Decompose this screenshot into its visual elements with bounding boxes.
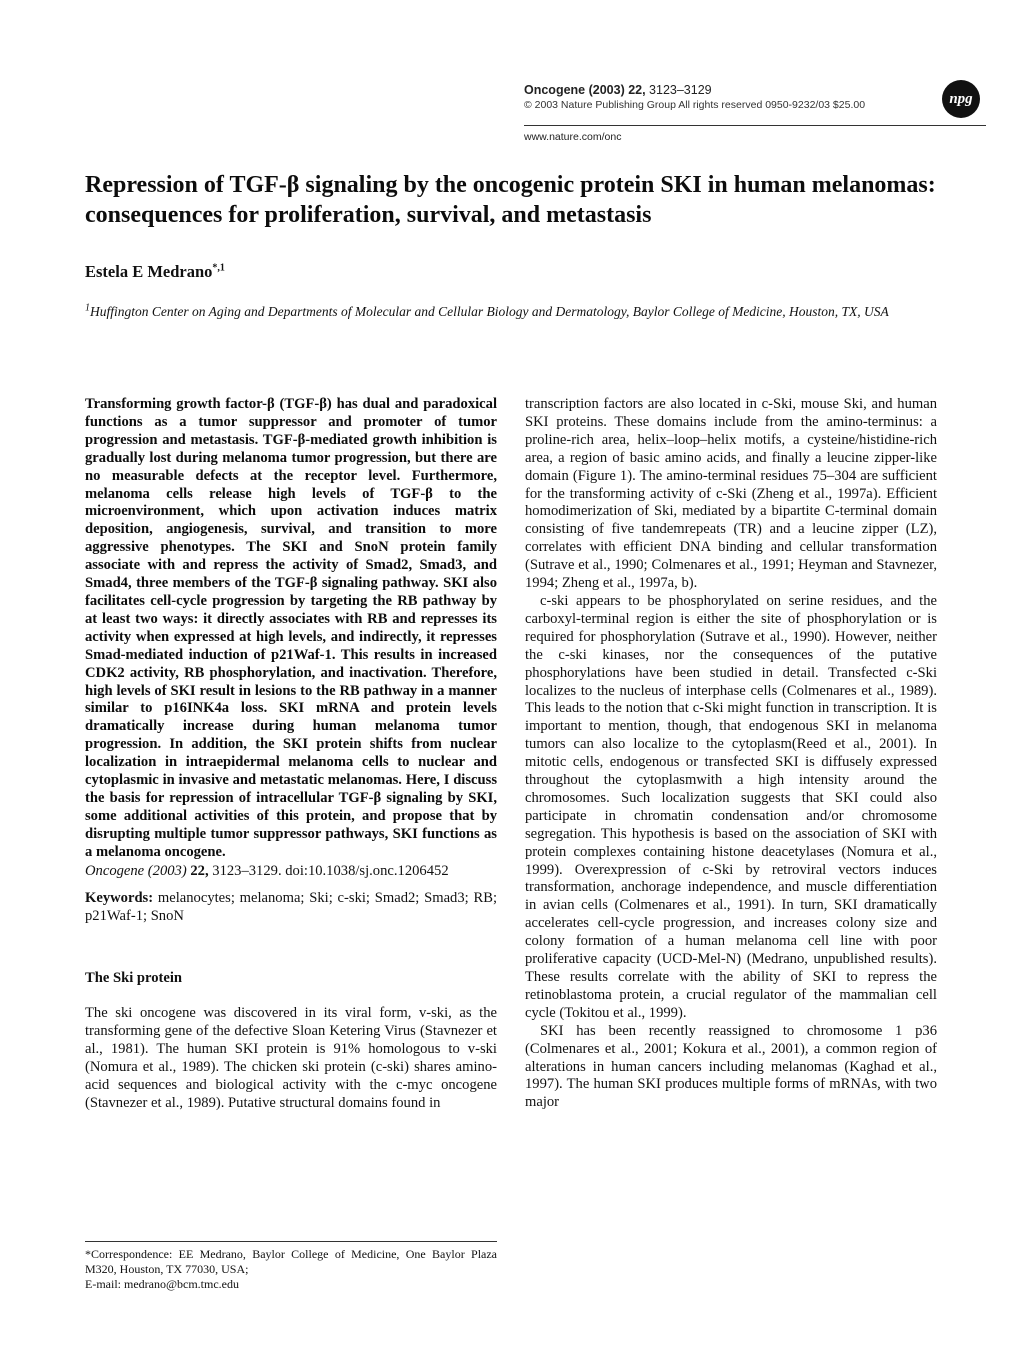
- right-paragraph-1: transcription factors are also located in c-Ski, mouse Ski, and human SKI proteins. These domains include from the amino-terminus: a proline-rich area, helix–loop–helix motifs, a cysteine/histidine-rich area, a region of basic amino acids, and finally a leucine zipper-like domain (Figure 1). The amino-terminal residues 75–304 are sufficient for the transforming activity of c-Ski (Zheng et al., 1997a). Efficient homodimerization of Ski, mediated by a bipartite C-terminal domain consisting of five tandemrepeats (TR) and a leucine zipper (LZ), correlates with efficient DNA binding and cellular transformation (Sutrave et al., 1990; Colmenares et al., 1991; Heyman and Stavnezer, 1994; Zheng et al., 1997a, b).: [525, 396, 937, 592]
- abstract-citation: [85, 863, 497, 881]
- author-affiliation: [85, 303, 935, 320]
- right-paragraph-3: SKI has been recently reassigned to chromosome 1 p36 (Colmenares et al., 2001; Kokura et al., 2001), a common region of alterations in human cancers including melanomas (Kaghad et al., 1997). The human SKI produces multiple forms of mRNAs, with two major: [525, 1022, 937, 1111]
- right-paragraph-2: c-ski appears to be phosphorylated on serine residues, and the carboxyl-terminal region is either the site of phosphorylation or is required for phosphorylation (Sutrave et al., 1990). However, neither the c-ski kinases, nor the consequences of the putative phosphorylations have been studied in detail. Transfected c-Ski localizes to the nucleus of interphase cells (Colmenares et al., 1989). This leads to the notion that c-Ski might function in transcription. It is important to mention, though, that endogenous SKI in melanoma tumors can also localize to the cytoplasm(Reed et al., 2001). In mitotic cells, endogenous or transfected SKI is diffusely expressed throughout the cytoplasmwith a high intensity around the chromosomes. Such localization suggests that SKI could also participate in chromatin condensation and/or chromosome segregation. This hypothesis is based on the association of SKI with protein complexes containing histone deacetylases (Nomura et al., 1999). Overexpression of c-Ski by retroviral vectors induces transformation, anchorage independence, and muscle differentiation in avian cells (Colmenares et al., 1991). In turn, SKI dramatically accelerates cell-cycle progression, and increases colony size and colony formation of a human melanoma cell line with poor proliferative capacity (UCD-Mel-N) (Medrano, unpublished results). These results correlate with the ability of SKI to repress the retinoblastoma protein, a crucial regulator of the mammalian cell cycle (Tokitou et al., 1999).: [525, 592, 937, 1021]
- abstract-text: Transforming growth factor-β (TGF-β) has dual and paradoxical functions as a tumor suppressor and promoter of tumor progression and metastasis. TGF-β-mediated growth inhibition is gradually lost during melanoma tumor progression, but there are no measurable defects at the receptor level. Furthermore, melanoma cells release high levels of TGF-β to the microenvironment, which upon activation induces matrix deposition, angiogenesis, survival, and transition to more aggressive phenotypes. The SKI and SnoN protein family associate with and repress the activity of Smad2, Smad3, and Smad4, three members of the TGF-β signaling pathway. SKI also facilitates cell-cycle progression by targeting the RB pathway by at least two ways: it directly associates with RB and represses its activity when expressed at high levels, and indirectly, it represses Smad-mediated induction of p21Waf-1. This results in increased CDK2 activity, RB phosphorylation, and inactivation. Therefore, high levels of SKI result in lesions to the RB pathway in a manner similar to p16INK4a loss. SKI mRNA and protein levels dramatically increase during human melanoma tumor progression. In addition, the SKI protein shifts from nuclear localization in intraepidermal melanoma cells to nuclear and cytoplasmic in invasive and metastatic melanomas. Here, I discuss the basis for repression of intracellular TGF-β signaling by SKI, some additional activities of this protein, and propose that by disrupting multiple tumor suppressor pathways, SKI functions as a melanoma oncogene.: [85, 396, 497, 860]
- journal-header-top: [524, 82, 986, 120]
- journal-citation-pages: 3123–3129: [645, 83, 712, 97]
- keywords-line: [85, 890, 497, 926]
- right-column: [525, 396, 937, 1292]
- correspondence-text: *Correspondence: EE Medrano, Baylor College of Medicine, One Baylor Plaza M320, Houston, TX 77030, USA;: [85, 1247, 497, 1276]
- copyright-line: © 2003 Nature Publishing Group All rights reserved 0950-9232/03 $25.00: [524, 99, 866, 111]
- abstract-citation-volume: 22,: [190, 862, 209, 879]
- npg-logo-icon: npg: [942, 80, 980, 118]
- keywords-text: melanocytes; melanoma; Ski; c-ski; Smad2; Smad3; RB; p21Waf-1; SnoN: [85, 890, 497, 925]
- journal-citation-bold: Oncogene (2003) 22,: [524, 83, 646, 97]
- author-line: [85, 262, 225, 282]
- journal-citation: [524, 82, 932, 98]
- journal-url: www.nature.com/onc: [524, 131, 622, 143]
- correspondence-footnote: [85, 1241, 497, 1292]
- body-columns: [85, 396, 937, 1292]
- section-heading-ski-protein: The Ski protein: [85, 970, 183, 987]
- journal-header: [524, 82, 986, 144]
- author-marker: *,1: [212, 262, 225, 274]
- affiliation-marker: 1: [85, 302, 90, 314]
- correspondence-email: E-mail: medrano@bcm.tmc.edu: [85, 1277, 240, 1291]
- abstract-citation-rest: 3123–3129. doi:10.1038/sj.onc.1206452: [208, 862, 449, 879]
- page-title: Repression of TGF-β signaling by the oncogenic protein SKI in human melanomas: consequences for proliferation, survival, and metastasis: [85, 172, 936, 228]
- header-rule: [524, 125, 986, 126]
- left-body-paragraph: The ski oncogene was discovered in its viral form, v-ski, as the transforming gene of the defective Sloan Ketering Virus (Stavnezer et al., 1981). The human SKI protein is 91% homologous to v-ski (Nomura et al., 1989). The chicken ski protein (c-ski) shares amino-acid sequences and biological activity with the c-myc oncogene (Stavnezer et al., 1989). Putative structural domains found in: [85, 1005, 497, 1111]
- keywords-label: Keywords:: [85, 890, 154, 907]
- left-column: [85, 396, 497, 1292]
- abstract-citation-journal: Oncogene (2003): [85, 862, 191, 879]
- affiliation-text: Huffington Center on Aging and Departments of Molecular and Cellular Biology and Dermatology, Baylor College of Medicine, Houston, TX, USA: [90, 304, 889, 319]
- author-name: Estela E Medrano: [85, 262, 213, 281]
